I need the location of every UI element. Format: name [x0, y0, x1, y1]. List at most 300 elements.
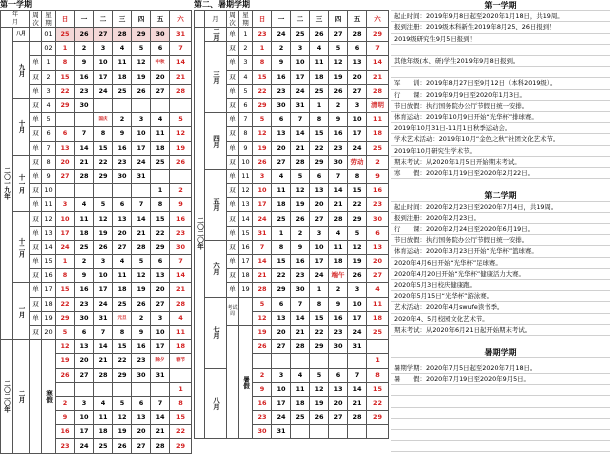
day-cell: 9 [329, 113, 348, 127]
day-cell: 3 [348, 98, 367, 112]
day-cell: 28 [132, 240, 151, 254]
day-cell: 端午 [329, 269, 348, 283]
day-cell: 16 [329, 127, 348, 141]
day-cell [113, 184, 132, 198]
day-cell: 19 [291, 198, 310, 212]
day-cell [56, 184, 75, 198]
odd-even-cell [30, 340, 42, 454]
day-cell [291, 425, 310, 439]
day-cell: 31 [253, 226, 272, 240]
day-cell: 28 [253, 283, 272, 297]
day-cell: 17 [75, 425, 94, 439]
day-cell: 16 [113, 141, 132, 155]
day-cell: 27 [56, 169, 75, 183]
day-cell: 23 [113, 155, 132, 169]
day-cell [329, 425, 348, 439]
day-cell: 清明 [367, 98, 389, 112]
day-cell: 13 [310, 184, 329, 198]
day-cell: 22 [348, 198, 367, 212]
week-number-cell: 12 [42, 212, 56, 226]
day-cell: 15 [56, 70, 75, 84]
day-cell: 9 [56, 411, 75, 425]
day-cell: 2 [329, 283, 348, 297]
day-cell: 29 [348, 212, 367, 226]
semester1-calendar [0, 0, 191, 463]
day-cell: 2 [329, 98, 348, 112]
day-cell: 6 [113, 198, 132, 212]
corner-week-label: 周 [32, 11, 39, 19]
day-cell: 5 [56, 325, 75, 339]
day-cell: 19 [253, 141, 272, 155]
week-number-cell: 18 [239, 269, 253, 283]
odd-even-cell: 双 [227, 127, 239, 141]
day-cell: 27 [329, 411, 348, 425]
day-cell: 30 [272, 98, 291, 112]
day-cell: 19 [132, 283, 151, 297]
day-cell: 9 [75, 56, 94, 70]
day-cell: 15 [348, 184, 367, 198]
day-cell: 11 [310, 56, 329, 70]
day-cell: 15 [310, 311, 329, 325]
corner-star [42, 11, 56, 28]
day-cell: 26 [132, 84, 151, 98]
day-cell: 12 [56, 340, 75, 354]
month-cell: 八月 [205, 368, 227, 439]
day-cell: 26 [170, 155, 192, 169]
day-cell: 30 [367, 212, 389, 226]
day-cell: 2 [113, 113, 132, 127]
day-cell: 9 [132, 325, 151, 339]
day-cell: 16 [291, 255, 310, 269]
day-cell: 2 [291, 226, 310, 240]
weekday-header: 五 [348, 11, 367, 28]
day-cell: 16 [367, 184, 389, 198]
day-cell [272, 354, 291, 368]
day-cell: 4 [113, 42, 132, 56]
month-cell: 八月 [13, 28, 30, 42]
week-row [1, 113, 192, 127]
day-cell: 5 [329, 42, 348, 56]
day-cell: 20 [329, 396, 348, 410]
day-cell: 6 [132, 396, 151, 410]
day-cell: 10 [75, 411, 94, 425]
odd-even-cell: 双 [30, 297, 42, 311]
odd-even-cell [227, 325, 239, 439]
day-cell: 28 [75, 169, 94, 183]
day-cell [329, 354, 348, 368]
day-cell: 29 [56, 98, 75, 112]
weekday-header: 日 [56, 11, 75, 28]
day-cell: 3 [348, 283, 367, 297]
day-cell: 5 [291, 169, 310, 183]
day-cell: 17 [94, 70, 113, 84]
week-row [1, 226, 192, 240]
day-cell: 28 [170, 84, 192, 98]
day-cell: 22 [367, 396, 389, 410]
day-cell: 24 [272, 411, 291, 425]
day-cell: 31 [348, 340, 367, 354]
day-cell [75, 184, 94, 198]
month-cell: 七月 [205, 297, 227, 368]
odd-even-cell: 单 [227, 113, 239, 127]
day-cell: 28 [151, 439, 170, 453]
day-cell: 3 [310, 226, 329, 240]
day-cell: 10 [253, 184, 272, 198]
odd-even-cell: 单 [30, 198, 42, 212]
day-cell: 17 [291, 70, 310, 84]
week-row [1, 70, 192, 84]
day-cell: 31 [94, 311, 113, 325]
day-cell: 29 [253, 98, 272, 112]
weekday-header: 六 [367, 11, 389, 28]
week-row [1, 198, 192, 212]
day-cell: 30 [170, 240, 192, 254]
week-row [195, 240, 389, 254]
day-cell: 12 [291, 184, 310, 198]
month-cell: 三月 [205, 42, 227, 113]
corner-month-label: 月 [212, 15, 219, 23]
notes-ruled-line [391, 396, 610, 407]
day-cell: 7 [75, 127, 94, 141]
month-cell: 一月 [13, 283, 30, 340]
day-cell: 8 [253, 56, 272, 70]
week-row [1, 141, 192, 155]
day-cell: 19 [310, 396, 329, 410]
day-cell: 除夕 [151, 354, 170, 368]
day-cell: 5 [132, 42, 151, 56]
day-cell: 18 [367, 311, 389, 325]
day-cell: 27 [310, 212, 329, 226]
notes-line: 艺术活动：2020年4月swufe读书季。 [391, 302, 610, 313]
weekday-header: 二 [291, 11, 310, 28]
odd-even-cell: 双 [30, 269, 42, 283]
day-cell: 14 [75, 141, 94, 155]
day-cell [132, 98, 151, 112]
notes-semester2-title: 第二学期 [391, 190, 610, 201]
odd-even-cell: 单 [227, 283, 239, 297]
day-cell: 21 [94, 354, 113, 368]
day-cell: 1 [272, 226, 291, 240]
day-cell: 31 [132, 169, 151, 183]
day-cell: 25 [367, 325, 389, 339]
week-number-cell: 17 [239, 255, 253, 269]
day-cell: 13 [329, 382, 348, 396]
week-number-cell: 2 [239, 42, 253, 56]
day-cell: 27 [151, 297, 170, 311]
day-cell: 18 [170, 340, 192, 354]
day-cell: 24 [253, 212, 272, 226]
month-cell: 九月 [13, 42, 30, 99]
day-cell [113, 98, 132, 112]
semester2-title: 第二、暑期学期 [194, 0, 250, 9]
odd-even-cell: 双 [30, 155, 42, 169]
corner-ci-label: 次 [32, 19, 39, 27]
day-cell: 24 [348, 141, 367, 155]
odd-even-cell: 单 [30, 311, 42, 325]
week-row [1, 28, 192, 42]
week-row [195, 42, 389, 56]
week-row [1, 340, 192, 354]
day-cell: 21 [291, 141, 310, 155]
day-cell: 25 [56, 28, 75, 42]
day-cell: 22 [253, 84, 272, 98]
day-cell: 25 [151, 155, 170, 169]
day-cell: 12 [170, 127, 192, 141]
day-cell: 28 [291, 155, 310, 169]
corner-week [30, 11, 42, 28]
odd-even-cell: 双 [30, 325, 42, 339]
day-cell: 25 [75, 240, 94, 254]
day-cell: 20 [151, 283, 170, 297]
notes-line: 体育运动：2019年10月9日开始“光华杯”排球赛。 [391, 112, 610, 123]
day-cell: 28 [170, 297, 192, 311]
day-cell: 23 [272, 84, 291, 98]
day-cell: 16 [56, 425, 75, 439]
day-cell: 春节 [170, 354, 192, 368]
day-cell: 5 [348, 226, 367, 240]
day-cell: 16 [75, 283, 94, 297]
day-cell: 18 [329, 255, 348, 269]
day-cell [94, 98, 113, 112]
day-cell: 23 [132, 354, 151, 368]
day-cell: 14 [253, 255, 272, 269]
day-cell: 25 [113, 84, 132, 98]
semester2-table [194, 10, 389, 439]
day-cell: 1 [170, 382, 192, 396]
day-cell: 11 [367, 113, 389, 127]
weekday-header: 日 [253, 11, 272, 28]
day-cell: 2 [75, 255, 94, 269]
day-cell: 12 [253, 127, 272, 141]
day-cell: 22 [170, 425, 192, 439]
year-cell-2020: 二〇二〇年 [195, 28, 205, 439]
year-cell-2020: 二〇二〇年 [1, 340, 13, 454]
day-cell: 29 [310, 155, 329, 169]
week-number-cell: 20 [42, 325, 56, 339]
day-cell: 26 [132, 297, 151, 311]
day-cell: 4 [291, 368, 310, 382]
week-row [1, 42, 192, 56]
week-number-cell: 17 [42, 283, 56, 297]
notes-line: 体育运动：2020年3月23日开始“光华杯”篮球赛。 [391, 246, 610, 257]
week-row [1, 255, 192, 269]
day-cell: 6 [329, 368, 348, 382]
day-cell: 2 [367, 155, 389, 169]
day-cell: 23 [253, 28, 272, 42]
day-cell: 4 [310, 42, 329, 56]
weekday-header: 四 [329, 11, 348, 28]
day-cell: 1 [56, 42, 75, 56]
day-cell: 3 [253, 169, 272, 183]
notes-line: 2020年4、5月校园文化艺术节。 [391, 314, 610, 325]
year-cell-2019: 二〇一九年 [1, 28, 13, 340]
notes-line: 起止时间：2019年9月8日起至2020年1月18日，共19周。 [391, 11, 610, 22]
day-cell: 5 [310, 368, 329, 382]
notes-line: 2020年5月3日校庆健康跑。 [391, 280, 610, 291]
day-cell [113, 382, 132, 396]
day-cell: 14 [132, 212, 151, 226]
day-cell: 21 [132, 226, 151, 240]
day-cell: 13 [56, 141, 75, 155]
day-cell: 4 [75, 198, 94, 212]
week-row [1, 169, 192, 183]
day-cell: 13 [75, 340, 94, 354]
day-cell: 10 [151, 325, 170, 339]
week-row [1, 212, 192, 226]
odd-even-cell: 单 [227, 169, 239, 183]
notes-line: 节日放假：执行国务院办公厅节假日统一安排。 [391, 101, 610, 112]
day-cell: 27 [113, 240, 132, 254]
day-cell: 16 [329, 311, 348, 325]
notes-line: 暑期学期：2020年7月5日起至2020年7月18日。 [391, 363, 610, 374]
weekday-header: 二 [94, 11, 113, 28]
week-row [195, 169, 389, 183]
day-cell: 元旦 [113, 311, 132, 325]
notes-line: 其他年级(本、研)学生2019年9月8日报到。 [391, 56, 610, 67]
week-number-cell: 11 [42, 198, 56, 212]
day-cell: 7 [367, 42, 389, 56]
day-cell: 6 [310, 169, 329, 183]
weekday-header: 三 [113, 11, 132, 28]
notes-ruled-line [391, 408, 610, 419]
notes-line: 寒 假：2020年1月19日至2020年2月22日。 [391, 168, 610, 179]
day-cell: 4 [272, 169, 291, 183]
day-cell: 12 [132, 56, 151, 70]
day-cell: 21 [348, 396, 367, 410]
day-cell: 9 [272, 56, 291, 70]
day-cell: 3 [94, 255, 113, 269]
day-cell: 12 [94, 212, 113, 226]
week-number-cell: 3 [239, 56, 253, 70]
day-cell [170, 368, 192, 382]
day-cell: 8 [56, 56, 75, 70]
day-cell: 13 [151, 269, 170, 283]
day-cell: 26 [310, 28, 329, 42]
notes-ruled-line [391, 419, 610, 430]
day-cell: 16 [170, 212, 192, 226]
week-number-cell: 5 [42, 113, 56, 127]
day-cell: 29 [113, 368, 132, 382]
day-cell: 26 [56, 368, 75, 382]
day-cell: 25 [367, 141, 389, 155]
day-cell: 30 [329, 340, 348, 354]
day-cell: 国庆 [94, 113, 113, 127]
month-cell: 二月 [13, 340, 30, 454]
day-cell: 5 [113, 396, 132, 410]
day-cell [151, 98, 170, 112]
day-cell [291, 354, 310, 368]
day-cell: 6 [75, 325, 94, 339]
day-cell: 11 [113, 56, 132, 70]
day-cell: 15 [113, 340, 132, 354]
day-cell: 29 [94, 169, 113, 183]
day-cell: 12 [253, 311, 272, 325]
day-cell: 7 [291, 297, 310, 311]
day-cell: 13 [367, 240, 389, 254]
odd-even-cell: 单 [30, 169, 42, 183]
day-cell: 10 [132, 127, 151, 141]
day-cell: 15 [56, 283, 75, 297]
day-cell: 11 [113, 269, 132, 283]
day-cell: 13 [272, 311, 291, 325]
week-number-cell: 16 [42, 269, 56, 283]
notes-line: 报到注册：2020年2月23日。 [391, 213, 610, 224]
day-cell: 27 [272, 340, 291, 354]
day-cell: 10 [310, 240, 329, 254]
month-cell: 二月 [205, 28, 227, 42]
day-cell: 26 [329, 84, 348, 98]
day-cell: 18 [291, 396, 310, 410]
week-row [1, 240, 192, 254]
day-cell: 2 [75, 42, 94, 56]
day-cell: 18 [113, 283, 132, 297]
week-number-cell: 1 [239, 28, 253, 42]
day-cell: 8 [56, 269, 75, 283]
day-cell: 6 [348, 42, 367, 56]
day-cell: 7 [151, 396, 170, 410]
day-cell: 17 [151, 340, 170, 354]
week-row [1, 269, 192, 283]
day-cell: 30 [75, 98, 94, 112]
day-cell: 19 [94, 226, 113, 240]
day-cell: 15 [272, 255, 291, 269]
notes-line: 2019级研究生9月5日报到！ [391, 34, 610, 45]
day-cell: 11 [272, 184, 291, 198]
day-cell: 11 [329, 240, 348, 254]
day-cell: 26 [310, 411, 329, 425]
day-cell: 劳动 [348, 155, 367, 169]
day-cell: 14 [367, 56, 389, 70]
day-cell: 4 [170, 311, 192, 325]
day-cell: 7 [170, 42, 192, 56]
day-cell: 22 [310, 141, 329, 155]
notes-line: 2019年10月31日-11月1日秋季运动会。 [391, 123, 610, 134]
day-cell: 29 [310, 340, 329, 354]
day-cell [367, 425, 389, 439]
corner-week-label: 周 [229, 11, 236, 19]
odd-even-cell: 单 [30, 141, 42, 155]
day-cell: 7 [291, 113, 310, 127]
day-cell: 24 [132, 155, 151, 169]
day-cell: 22 [56, 84, 75, 98]
day-cell: 19 [113, 425, 132, 439]
day-cell: 10 [56, 212, 75, 226]
month-cell: 四月 [205, 113, 227, 170]
day-cell: 17 [310, 255, 329, 269]
day-cell: 3 [291, 42, 310, 56]
week-number-cell: 2 [42, 70, 56, 84]
day-cell: 12 [329, 56, 348, 70]
day-cell: 1 [367, 354, 389, 368]
day-cell: 22 [272, 269, 291, 283]
day-cell: 21 [253, 269, 272, 283]
day-cell: 18 [367, 127, 389, 141]
day-cell: 9 [75, 269, 94, 283]
week-row [1, 155, 192, 169]
week-number-cell: 3 [42, 84, 56, 98]
notes-line: 起止时间：2020年2月23日至2020年7月4日，共19周。 [391, 202, 610, 213]
day-cell: 2 [170, 184, 192, 198]
week-number-cell: 8 [42, 155, 56, 169]
notes-line: 2020年4月20日开始“光华杯”健康活力大赛。 [391, 269, 610, 280]
day-cell: 25 [310, 84, 329, 98]
day-cell: 23 [291, 269, 310, 283]
day-cell: 28 [329, 212, 348, 226]
notes-line: 期末考试：从2020年1月5日开始期末考试。 [391, 157, 610, 168]
day-cell: 25 [94, 439, 113, 453]
odd-even-cell: 单 [30, 255, 42, 269]
day-cell: 31 [272, 425, 291, 439]
